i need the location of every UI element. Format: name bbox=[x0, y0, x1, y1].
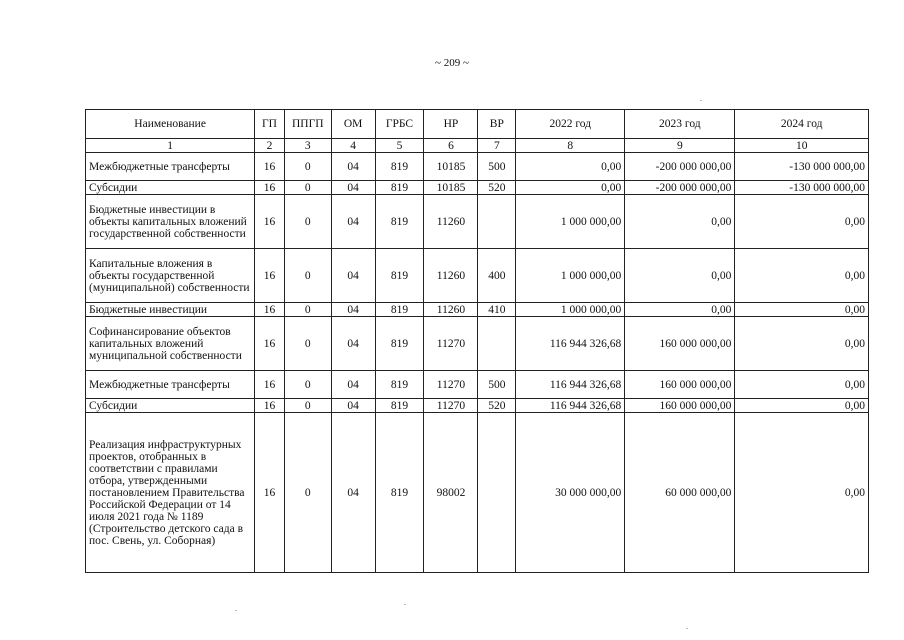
cell-gp: 16 bbox=[255, 249, 285, 303]
page-number: ~ 209 ~ bbox=[435, 57, 469, 69]
scan-speck bbox=[235, 610, 237, 611]
header-ppgp: ППГП bbox=[284, 110, 331, 139]
cell-2024: 0,00 bbox=[735, 195, 869, 249]
table-row bbox=[86, 249, 869, 303]
table-body bbox=[86, 153, 869, 573]
cell-2024: 0,00 bbox=[735, 317, 869, 371]
cell-ppgp: 0 bbox=[284, 303, 331, 317]
cell-vr: 500 bbox=[478, 153, 516, 181]
cell-2024: 0,00 bbox=[735, 413, 869, 573]
cell-ppgp: 0 bbox=[284, 317, 331, 371]
row-name: Софинансирование объектов капитальных вложений муниципальной собственности bbox=[86, 317, 255, 371]
cell-ppgp: 0 bbox=[284, 413, 331, 573]
header-nr: НР bbox=[424, 110, 478, 139]
column-number-row bbox=[86, 139, 869, 153]
cell-ppgp: 0 bbox=[284, 249, 331, 303]
cell-gp: 16 bbox=[255, 153, 285, 181]
cell-2023: -200 000 000,00 bbox=[625, 153, 735, 181]
cell-om: 04 bbox=[331, 371, 375, 399]
cell-2022: 116 944 326,68 bbox=[516, 317, 625, 371]
cell-nr: 11270 bbox=[424, 317, 478, 371]
cell-vr: 520 bbox=[478, 399, 516, 413]
cell-om: 04 bbox=[331, 303, 375, 317]
header-gp: ГП bbox=[255, 110, 285, 139]
row-name: Реализация инфраструктурных проектов, отобранных в соответствии с правилами отбора, утвержденными постановлением Правительства Российской Федерации от 14 июля 2021 года № 1189 (Строительство детского сада в пос. Свень, ул. Соборная) bbox=[86, 413, 255, 573]
cell-ppgp: 0 bbox=[284, 399, 331, 413]
table-row bbox=[86, 399, 869, 413]
row-name: Бюджетные инвестиции bbox=[86, 303, 255, 317]
cell-om: 04 bbox=[331, 153, 375, 181]
column-number: 8 bbox=[516, 139, 625, 153]
cell-nr: 11270 bbox=[424, 371, 478, 399]
cell-gp: 16 bbox=[255, 181, 285, 195]
header-name: Наименование bbox=[86, 110, 255, 139]
table-row bbox=[86, 153, 869, 181]
cell-2023: 0,00 bbox=[625, 249, 735, 303]
cell-om: 04 bbox=[331, 399, 375, 413]
cell-2022: 30 000 000,00 bbox=[516, 413, 625, 573]
cell-vr bbox=[478, 317, 516, 371]
cell-grbs: 819 bbox=[375, 413, 424, 573]
cell-grbs: 819 bbox=[375, 153, 424, 181]
cell-nr: 11260 bbox=[424, 303, 478, 317]
cell-2022: 1 000 000,00 bbox=[516, 195, 625, 249]
table-row bbox=[86, 195, 869, 249]
header-om: ОМ bbox=[331, 110, 375, 139]
cell-om: 04 bbox=[331, 249, 375, 303]
table-row bbox=[86, 181, 869, 195]
cell-grbs: 819 bbox=[375, 303, 424, 317]
cell-2022: 0,00 bbox=[516, 181, 625, 195]
cell-2024: 0,00 bbox=[735, 399, 869, 413]
cell-vr: 500 bbox=[478, 371, 516, 399]
cell-grbs: 819 bbox=[375, 249, 424, 303]
scan-speck bbox=[404, 604, 406, 605]
cell-vr bbox=[478, 413, 516, 573]
cell-gp: 16 bbox=[255, 303, 285, 317]
cell-2023: -200 000 000,00 bbox=[625, 181, 735, 195]
scan-speck bbox=[686, 628, 688, 629]
header-vr: ВР bbox=[478, 110, 516, 139]
cell-2022: 1 000 000,00 bbox=[516, 303, 625, 317]
cell-2023: 160 000 000,00 bbox=[625, 371, 735, 399]
cell-om: 04 bbox=[331, 181, 375, 195]
header-row bbox=[86, 110, 869, 139]
row-name: Межбюджетные трансферты bbox=[86, 371, 255, 399]
cell-ppgp: 0 bbox=[284, 371, 331, 399]
cell-ppgp: 0 bbox=[284, 153, 331, 181]
scan-speck bbox=[700, 100, 702, 101]
column-number: 6 bbox=[424, 139, 478, 153]
cell-grbs: 819 bbox=[375, 371, 424, 399]
cell-2022: 0,00 bbox=[516, 153, 625, 181]
cell-2023: 0,00 bbox=[625, 195, 735, 249]
row-name: Межбюджетные трансферты bbox=[86, 153, 255, 181]
column-number: 4 bbox=[331, 139, 375, 153]
cell-gp: 16 bbox=[255, 195, 285, 249]
cell-nr: 11260 bbox=[424, 195, 478, 249]
cell-nr: 98002 bbox=[424, 413, 478, 573]
cell-om: 04 bbox=[331, 195, 375, 249]
row-name: Капитальные вложения в объекты государственной (муниципальной) собственности bbox=[86, 249, 255, 303]
header-2022: 2022 год bbox=[516, 110, 625, 139]
table-row bbox=[86, 413, 869, 573]
cell-nr: 11260 bbox=[424, 249, 478, 303]
cell-2024: -130 000 000,00 bbox=[735, 181, 869, 195]
cell-2023: 60 000 000,00 bbox=[625, 413, 735, 573]
cell-om: 04 bbox=[331, 317, 375, 371]
row-name: Бюджетные инвестиции в объекты капитальных вложений государственной собственности bbox=[86, 195, 255, 249]
cell-grbs: 819 bbox=[375, 399, 424, 413]
cell-gp: 16 bbox=[255, 317, 285, 371]
cell-2022: 1 000 000,00 bbox=[516, 249, 625, 303]
cell-vr: 520 bbox=[478, 181, 516, 195]
column-number: 3 bbox=[284, 139, 331, 153]
header-2023: 2023 год bbox=[625, 110, 735, 139]
cell-gp: 16 bbox=[255, 413, 285, 573]
cell-nr: 10185 bbox=[424, 181, 478, 195]
column-number: 5 bbox=[375, 139, 424, 153]
cell-2023: 160 000 000,00 bbox=[625, 317, 735, 371]
cell-vr: 410 bbox=[478, 303, 516, 317]
cell-2024: -130 000 000,00 bbox=[735, 153, 869, 181]
cell-vr bbox=[478, 195, 516, 249]
cell-2023: 0,00 bbox=[625, 303, 735, 317]
table-row bbox=[86, 317, 869, 371]
cell-2024: 0,00 bbox=[735, 371, 869, 399]
cell-grbs: 819 bbox=[375, 317, 424, 371]
row-name: Субсидии bbox=[86, 181, 255, 195]
cell-2024: 0,00 bbox=[735, 249, 869, 303]
cell-2022: 116 944 326,68 bbox=[516, 371, 625, 399]
column-number: 1 bbox=[86, 139, 255, 153]
row-name: Субсидии bbox=[86, 399, 255, 413]
column-number: 7 bbox=[478, 139, 516, 153]
cell-grbs: 819 bbox=[375, 181, 424, 195]
header-2024: 2024 год bbox=[735, 110, 869, 139]
cell-gp: 16 bbox=[255, 399, 285, 413]
cell-vr: 400 bbox=[478, 249, 516, 303]
cell-2022: 116 944 326,68 bbox=[516, 399, 625, 413]
cell-grbs: 819 bbox=[375, 195, 424, 249]
cell-2024: 0,00 bbox=[735, 303, 869, 317]
cell-gp: 16 bbox=[255, 371, 285, 399]
cell-2023: 160 000 000,00 bbox=[625, 399, 735, 413]
cell-nr: 10185 bbox=[424, 153, 478, 181]
column-number: 2 bbox=[255, 139, 285, 153]
column-number: 9 bbox=[625, 139, 735, 153]
cell-ppgp: 0 bbox=[284, 195, 331, 249]
column-number: 10 bbox=[735, 139, 869, 153]
cell-ppgp: 0 bbox=[284, 181, 331, 195]
cell-nr: 11270 bbox=[424, 399, 478, 413]
cell-om: 04 bbox=[331, 413, 375, 573]
table-row bbox=[86, 371, 869, 399]
header-grbs: ГРБС bbox=[375, 110, 424, 139]
table-row bbox=[86, 303, 869, 317]
budget-table bbox=[85, 109, 869, 573]
